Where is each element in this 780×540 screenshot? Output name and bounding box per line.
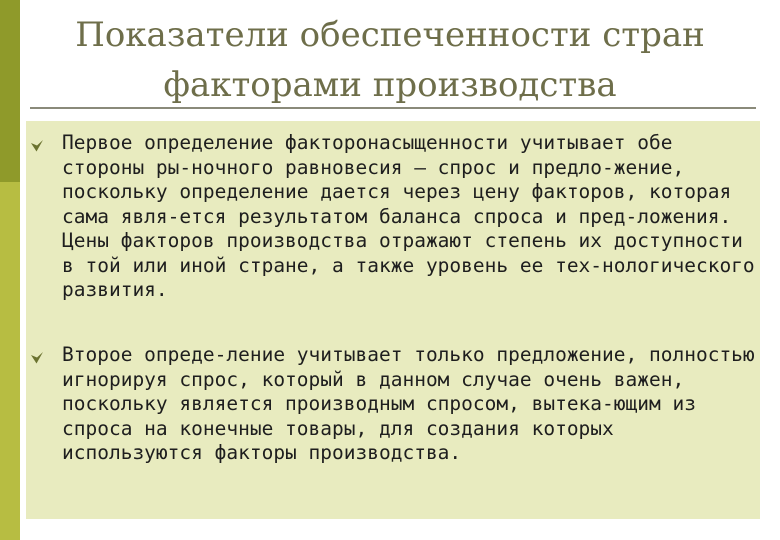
left-accent-bar: [0, 0, 20, 540]
title-divider: [30, 107, 756, 109]
bullet-text-1: Первое определение факторонасыщенности учитывает обе стороны ры-ночного равновесия — спрос и предло-жение, поскольку определение дается через цену факторов, которая сама явля-ется результатом баланса спроса и пред-ложения. Цены факторов производства отражают степень их доступности в той или иной стране, а также уровень ее тех-нологического развития.: [62, 131, 755, 301]
slide-title-line-1: Показатели обеспеченности стран: [75, 15, 705, 55]
bullet-text-2: Второе опреде-ление учитывает только предложение, полностью игнорируя спрос, который в данном случае очень важен, поскольку является производным спросом, вытека-ющим из спроса на конечные товары, для создания которых используются факторы производства.: [62, 343, 755, 464]
left-accent-bar-top: [0, 0, 20, 182]
checkmark-bullet-icon: [30, 138, 44, 152]
slide-title: [40, 10, 740, 110]
checkmark-bullet-icon: [30, 350, 44, 364]
left-accent-bar-bottom: [0, 182, 20, 540]
slide-title-line-2: факторами производства: [163, 65, 617, 105]
content-panel: [26, 121, 760, 519]
